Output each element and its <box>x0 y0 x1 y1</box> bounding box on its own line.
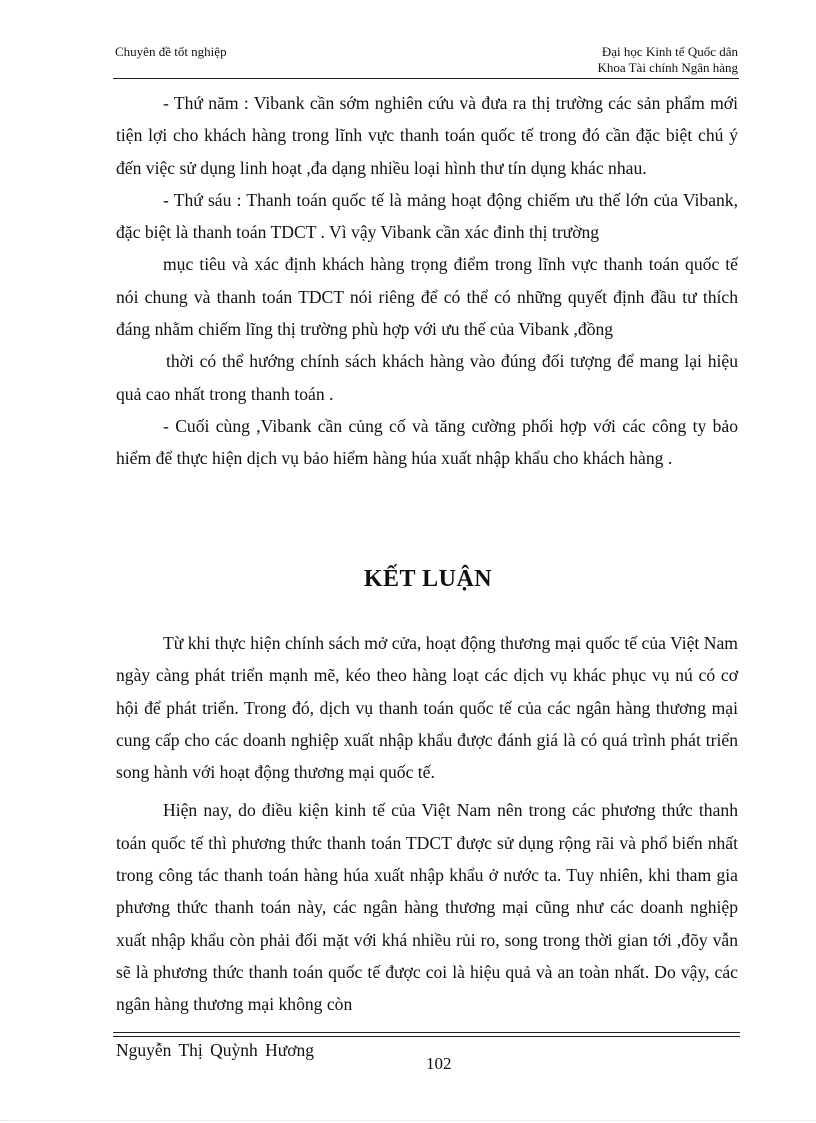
header-institution <box>597 44 738 76</box>
conclusion-heading: KẾT LUẬN <box>363 566 493 592</box>
page-edge-dots <box>0 1120 816 1121</box>
header-university: Đại học Kinh tế Quốc dân <box>601 44 738 59</box>
paragraph-conclusion-intro: Từ khi thực hiện chính sách mở cửa, hoạt động thương mại quốc tế của Việt Nam ngày càng phát triển mạnh mẽ, kéo theo hàng loạt các dịch vụ khác phục vụ nú có cơ hội để phát triển. Trong đó, dịch vụ thanh toán quốc tế của các ngân hàng thương mại cung cấp cho các doanh nghiệp xuất nhập khẩu được đánh giá là có quá trình phát triển song hành với hoạt động thương mại quốc tế. <box>116 633 738 783</box>
paragraph-customer-policy: thời có thể hướng chính sách khách hàng vào đúng đối tượng để mang lại hiệu quả cao nhất trong thanh toán . <box>116 351 738 404</box>
paragraph-fifth-recommendation: - Thứ năm : Vibank cần sớm nghiên cứu và đưa ra thị trường các sản phẩm mới tiện lợi cho khách hàng trong lĩnh vực thanh toán quốc tế trong đó cần đặc biệt chú ý đến việc sử dụng linh hoạt ,đa dạng nhiều loại hình thư tín dụng khác nhau. <box>116 93 738 178</box>
paragraph-sixth-recommendation: - Thứ sáu : Thanh toán quốc tế là mảng hoạt động chiếm ưu thế lớn của Vibank, đặc biệt là thanh toán TDCT . Vì vậy Vibank cần xác đinh thị trường <box>116 189 738 243</box>
header-document-type: Chuyên đề tốt nghiệp <box>115 44 227 59</box>
paragraph-conclusion-current: Hiện nay, do điều kiện kinh tế của Việt Nam nên trong các phương thức thanh toán quốc tế thì phương thức thanh toán TDCT được sử dụng rộng rãi và phổ biến nhất trong công tác thanh toán hàng húa xuất nhập khẩu ở nước ta. Tuy nhiên, khi tham gia phương thức thanh toán này, các ngân hàng thương mại cũng như các doanh nghiệp xuất nhập khẩu còn phải đối mặt với khá nhiều rủi ro, song trong thời gian tới ,đõy vẫn sẽ là phương thức thanh toán quốc tế được coi là hiệu quả và an toàn nhất. Do vậy, các ngân hàng thương mại không còn <box>116 800 738 1015</box>
recommendations-text <box>116 87 738 475</box>
paragraph-final-recommendation: - Cuối cùng ,Vibank cần củng cố và tăng cường phối hợp với các công ty bảo hiểm để thực hiện dịch vụ bảo hiểm hàng húa xuất nhập khẩu cho khách hàng . <box>116 415 738 469</box>
header-divider <box>113 78 739 79</box>
header-faculty: Khoa Tài chính Ngân hàng <box>597 60 738 75</box>
footer-divider-bottom <box>113 1036 740 1037</box>
page-number: 102 <box>426 1054 452 1073</box>
author-name: Nguyễn Thị Quỳnh Hương <box>116 1040 315 1060</box>
paragraph-target-market: mục tiêu và xác định khách hàng trọng điểm trong lĩnh vực thanh toán quốc tế nói chung và thanh toán TDCT nói riêng để có thể có những quyết định đầu tư thích đáng nhằm chiếm lĩng thị trường phù hợp với ưu thế của Vibank ,đồng <box>116 254 738 340</box>
conclusion-text <box>116 627 738 1021</box>
footer-divider-top <box>113 1032 740 1033</box>
